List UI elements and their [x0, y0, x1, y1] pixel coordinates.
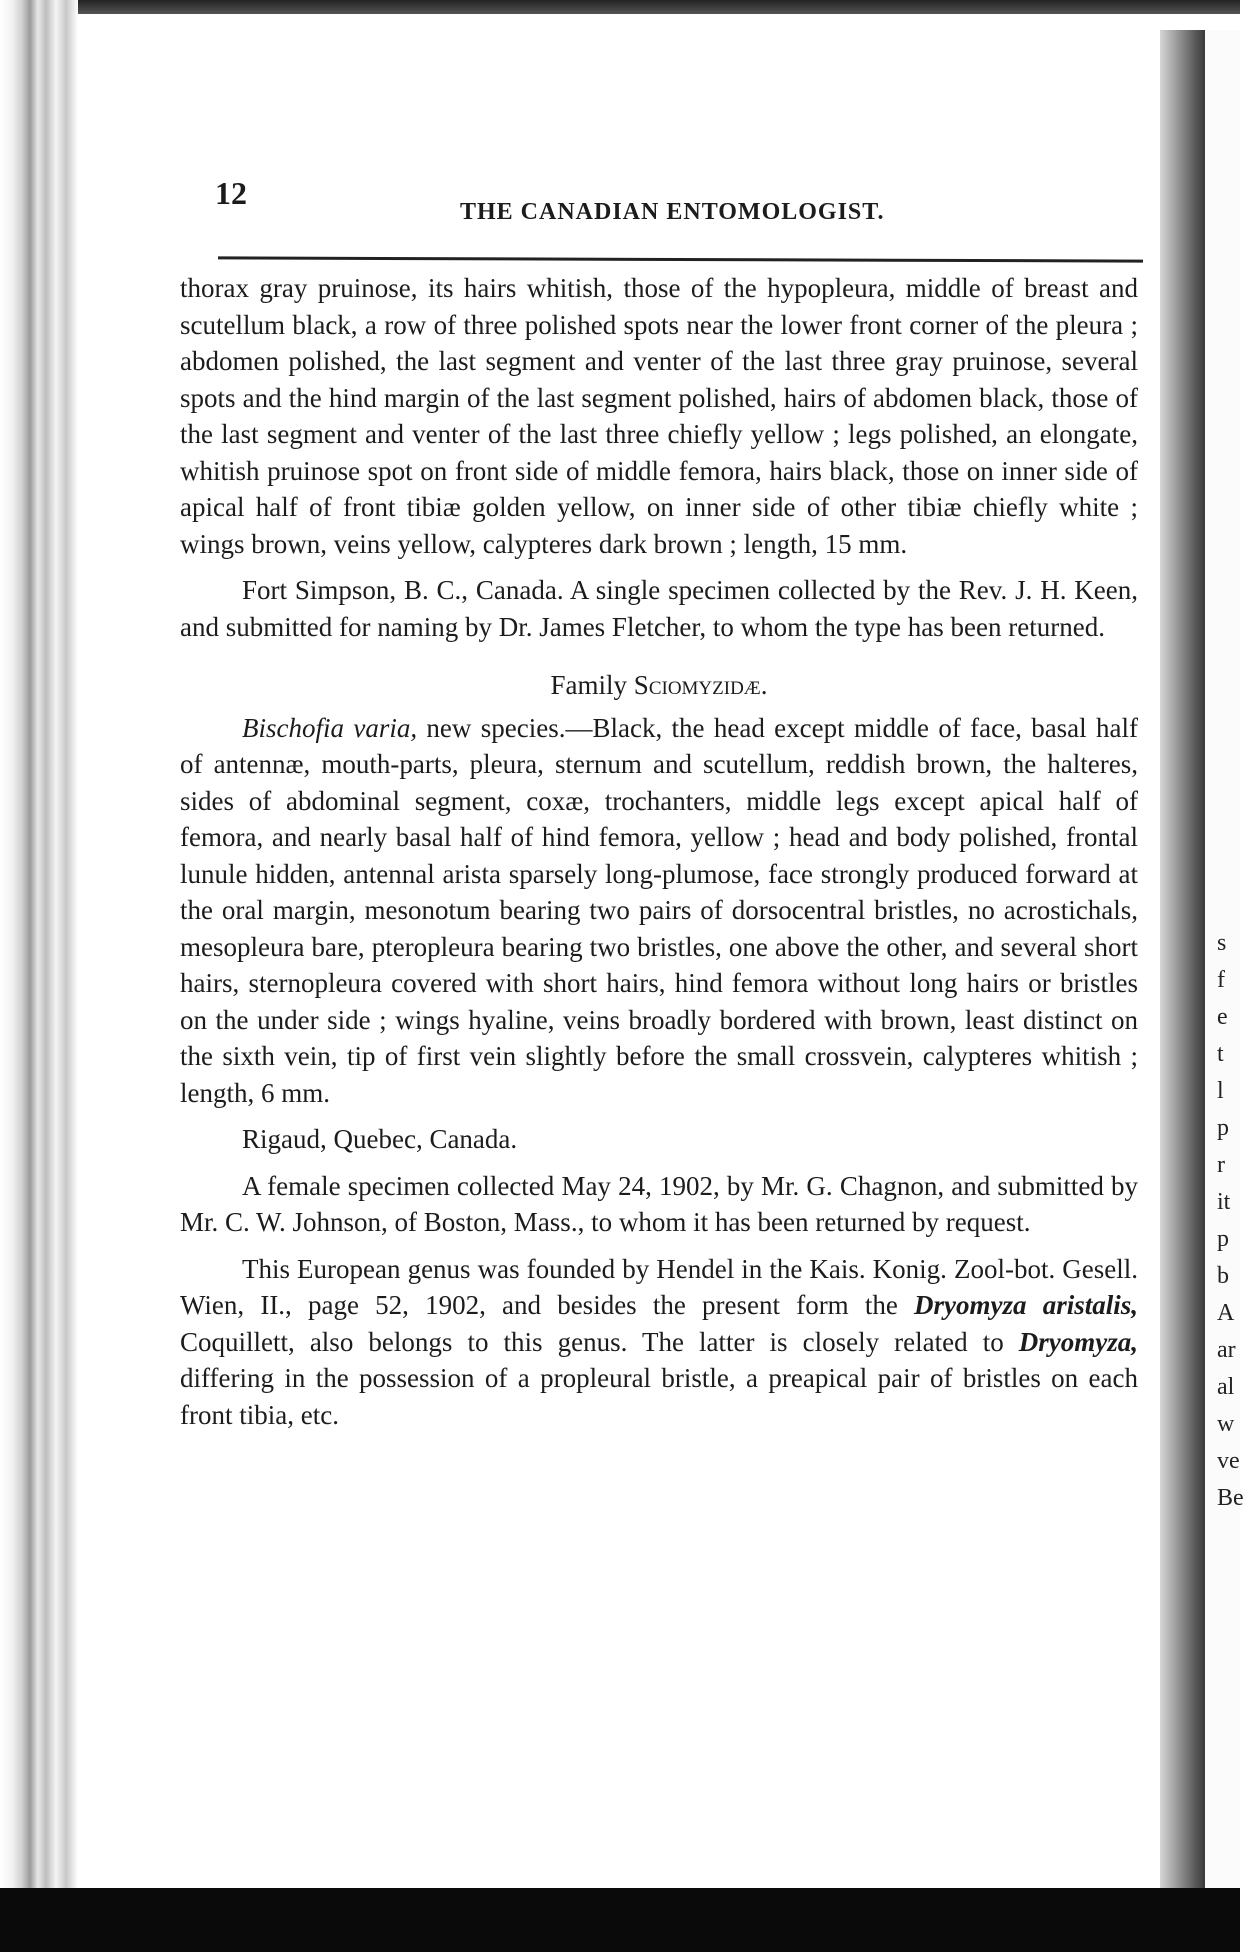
next-page-fragment: b	[1217, 1263, 1229, 1289]
family-prefix: Family	[550, 670, 628, 700]
next-page-fragment: ar	[1217, 1337, 1236, 1363]
next-page-fragment: A	[1217, 1300, 1235, 1326]
scan-bottom-edge	[0, 1888, 1240, 1952]
book-binding-edge	[0, 0, 78, 1952]
next-page-fragment: w	[1217, 1411, 1235, 1437]
family-heading	[180, 667, 1138, 704]
family-name: Sciomyzidæ.	[633, 670, 768, 700]
next-page-fragment: l	[1217, 1078, 1224, 1104]
next-page-fragment: p	[1217, 1226, 1229, 1252]
genus-note-text: differing in the possession of a propleural bristle, a preapical pair of bristles on each front tibia, etc.	[180, 1363, 1138, 1430]
description-continued: thorax gray pruinose, its hairs whitish, those of the hypopleura, middle of breast and scutellum black, a row of three polished spots near the lower front corner of the pleura ; abdomen polished, the last segment and venter of the last three gray pruinose, several spots and the hind margin of the last segment polished, hairs of abdomen black, those of the last segment and venter of the last three chiefly yellow ; legs polished, an elongate, whitish pruinose spot on front side of middle femora, hairs black, those on inner side of apical half of front tibiæ golden yellow, on inner side of other tibiæ chiefly white ; wings brown, veins yellow, calypteres dark brown ; length, 15 mm.	[180, 273, 1138, 559]
running-title: THE CANADIAN ENTOMOLOGIST.	[460, 199, 885, 225]
genus-note-text: This European genus was founded by Hendel in the Kais. Konig. Zool-bot. Gesell. Wien, II., page 52, 1902, and besides the present form the	[180, 1253, 1138, 1320]
genus-name: Dryomyza,	[1018, 1326, 1138, 1357]
next-page-edge	[1205, 30, 1244, 1888]
species-description	[180, 710, 1138, 1112]
page-body	[180, 270, 1138, 1443]
next-page-fragment: f	[1217, 967, 1225, 993]
next-page-fragment: Be	[1217, 1485, 1244, 1511]
next-page-fragment: it	[1217, 1189, 1231, 1215]
species-name: Bischofia varia,	[242, 712, 418, 743]
next-page-fragment: t	[1217, 1041, 1224, 1067]
specimen-note: A female specimen collected May 24, 1902, by Mr. G. Chagnon, and submitted by Mr. C. W. Johnson, of Boston, Mass., to whom it has been returned by request.	[180, 1170, 1138, 1237]
next-page-fragment: r	[1217, 1152, 1225, 1178]
species-name: Dryomyza aristalis,	[914, 1290, 1138, 1320]
scan-top-edge	[0, 0, 1240, 14]
page-header	[215, 175, 1145, 225]
genus-note	[180, 1251, 1138, 1434]
locality-paragraph: Rigaud, Quebec, Canada.	[242, 1124, 518, 1154]
page-gutter-shadow	[1160, 30, 1210, 1888]
species-text: new species.—Black, the head except middle of face, basal half of antennæ, mouth-parts, pleura, sternum and scutellum, reddish brown, the halteres, sides of abdominal segment, coxæ, trochanters, middle legs except apical half of femora, and nearly basal half of hind femora, yellow ; head and body polished, frontal lunule hidden, antennal arista sparsely long-plumose, face strongly produced forward at the oral margin, mesonotum bearing two pairs of dorsocentral bristles, no acrostichals, mesopleura bare, pteropleura bearing two bristles, one above the other, and several short hairs, sternopleura covered with short hairs, hind femora without long hairs or bristles on the under side ; wings hyaline, veins broadly bordered with brown, least distinct on the sixth vein, tip of first vein slightly before the small crossvein, calypteres whitish ; length, 6 mm.	[180, 712, 1138, 1108]
next-page-fragment: e	[1217, 1004, 1228, 1030]
next-page-fragment: ve	[1217, 1448, 1240, 1474]
next-page-fragment: al	[1217, 1374, 1235, 1400]
page-number: 12	[215, 175, 247, 211]
locality-paragraph: Fort Simpson, B. C., Canada. A single specimen collected by the Rev. J. H. Keen, and submitted for naming by Dr. James Fletcher, to whom the type has been returned.	[180, 575, 1138, 642]
header-rule	[218, 256, 1143, 262]
next-page-fragment: p	[1217, 1115, 1229, 1141]
genus-note-text: Coquillett, also belongs to this genus. The latter is closely related to	[180, 1326, 1019, 1357]
next-page-fragment: s	[1217, 930, 1227, 956]
